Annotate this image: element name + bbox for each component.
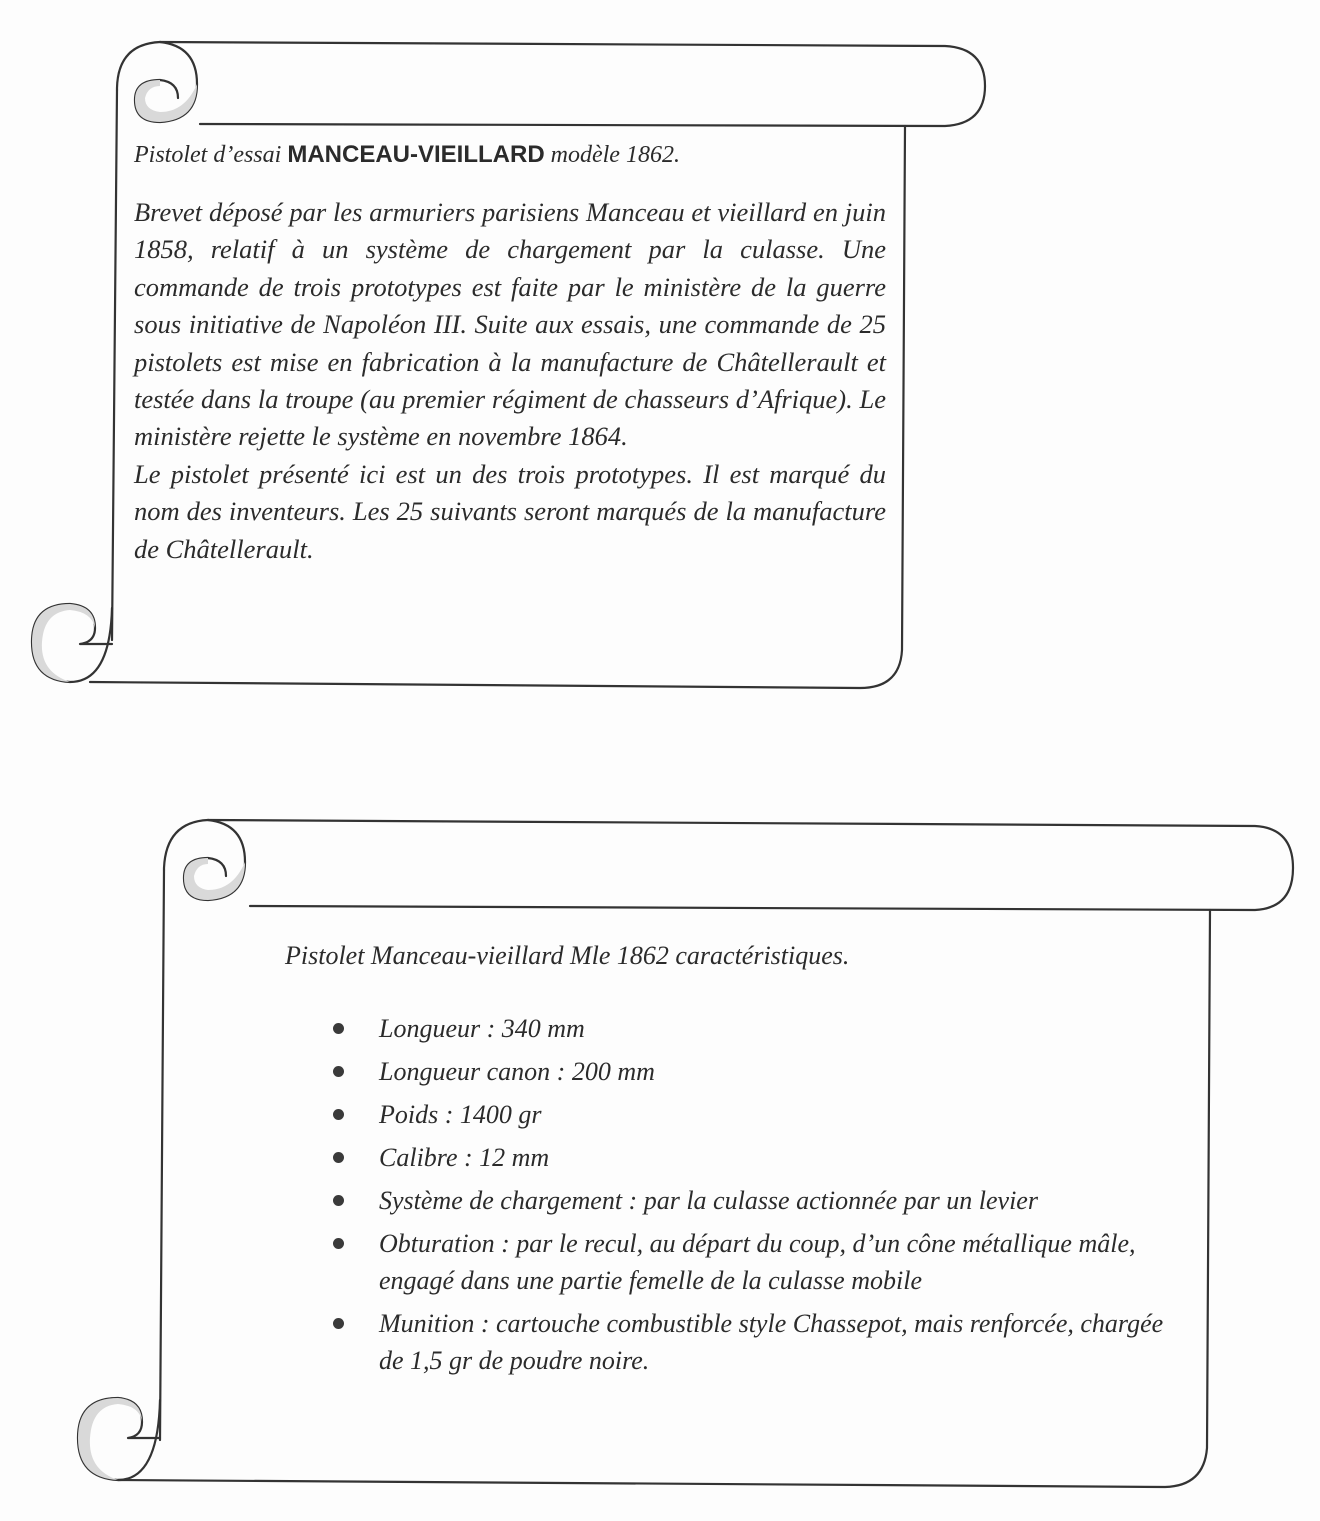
list-item <box>333 1225 1165 1299</box>
scroll-1-top-curl-shade <box>135 80 197 122</box>
characteristics-list <box>333 1010 1165 1379</box>
bullet-icon <box>333 1152 344 1163</box>
list-item-text: Obturation : par le recul, au départ du coup, d’un cône métallique mâle, engagé dans une partie femelle de la culasse mobile <box>379 1229 1136 1295</box>
list-item-text: Munition : cartouche combustible style Chassepot, mais renforcée, chargée de 1,5 gr de poudre noire. <box>379 1309 1164 1375</box>
scroll-1-content <box>134 138 886 568</box>
scroll-2-title: Pistolet Manceau-vieillard Mle 1862 caractéristiques. <box>285 941 850 970</box>
history-paragraph: Brevet déposé par les armuriers parisiens Manceau et vieillard en juin 1858, relatif à un système de chargement par la culasse. Une commande de trois prototypes est faite par le ministère de la guerre sous initiative de Napoléon III. Suite aux essais, une commande de 25 pistolets est mise en fabrication à la manufacture de Châtellerault et testée dans la troupe (au premier régiment de chasseurs d’Afrique). Le ministère rejette le système en novembre 1864. <box>134 197 886 452</box>
list-item-text: Poids : 1400 gr <box>379 1100 542 1129</box>
bullet-icon <box>333 1195 344 1206</box>
list-item-text: Système de chargement : par la culasse actionnée par un levier <box>379 1186 1038 1215</box>
title-prefix: Pistolet d’essai <box>134 142 282 168</box>
bullet-icon <box>333 1066 344 1077</box>
scroll-2-content <box>285 936 1165 1385</box>
scroll-2-top-curl-shade <box>184 858 245 900</box>
title-suffix: modèle 1862. <box>550 142 680 168</box>
bullet-icon <box>333 1109 344 1120</box>
list-item-text: Longueur : 340 mm <box>379 1014 585 1043</box>
bullet-icon <box>333 1238 344 1249</box>
list-item <box>333 1053 1165 1090</box>
list-item-text: Calibre : 12 mm <box>379 1143 550 1172</box>
list-item <box>333 1096 1165 1133</box>
scroll-1-title <box>134 138 886 172</box>
list-item <box>333 1010 1165 1047</box>
list-item-text: Longueur canon : 200 mm <box>379 1057 655 1086</box>
prototype-paragraph: Le pistolet présenté ici est un des trois prototypes. Il est marqué du nom des inventeurs. Les 25 suivants seront marqués de la manufacture de Châtellerault. <box>134 458 886 564</box>
title-brand: MANCEAU-VIEILLARD <box>287 141 545 168</box>
bullet-icon <box>333 1023 344 1034</box>
list-item <box>333 1139 1165 1176</box>
list-item <box>333 1182 1165 1219</box>
bullet-icon <box>333 1318 344 1329</box>
list-item <box>333 1305 1165 1379</box>
